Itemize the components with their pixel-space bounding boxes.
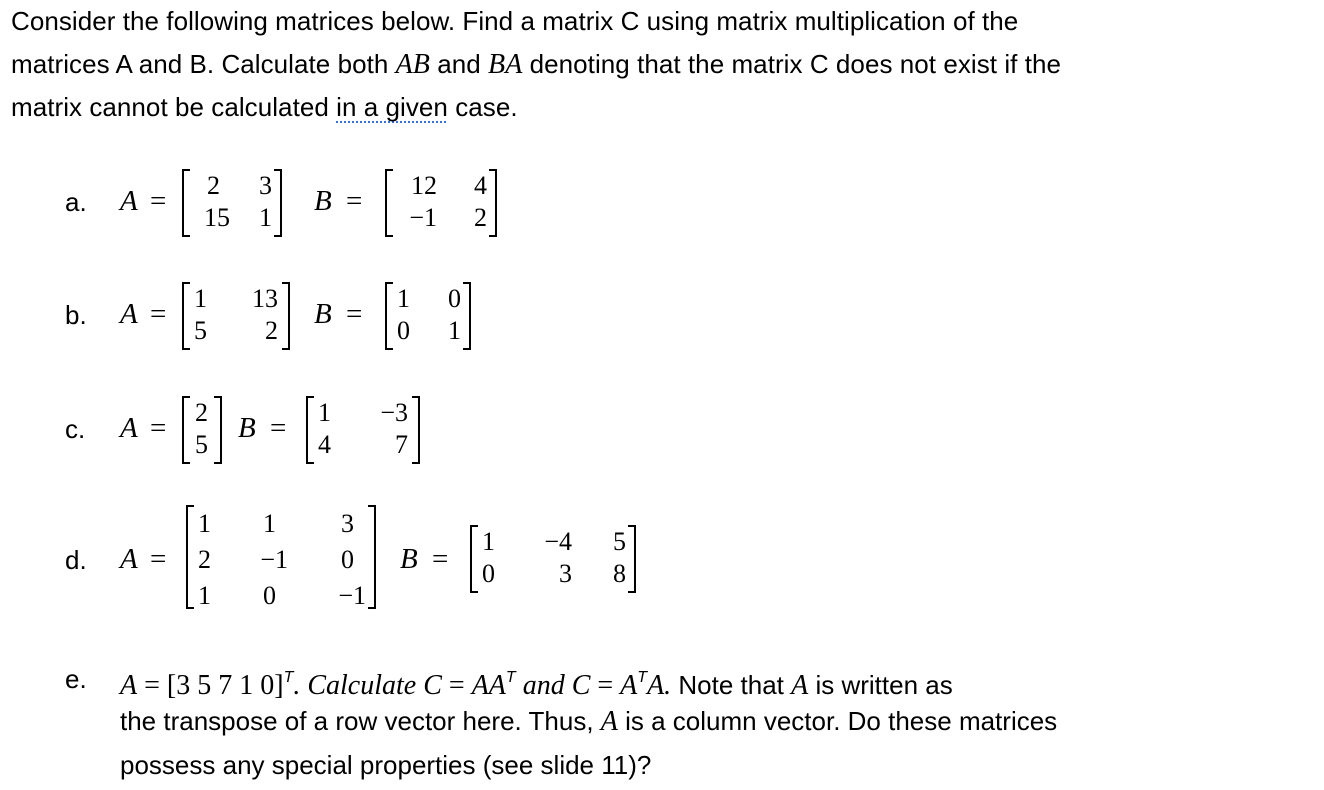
line-2-text-b: is a column vector. Do these matrices	[617, 706, 1058, 736]
matrix-b	[306, 396, 420, 464]
matrix-cell: 2	[265, 316, 278, 345]
matrix-cell: 13	[252, 284, 278, 313]
matrix-b-label: B	[314, 298, 332, 330]
note-text-rest: is written as	[808, 670, 953, 700]
transpose-superscript: T	[283, 669, 294, 686]
item-e-line-3	[120, 744, 651, 787]
matrix-cell: 4	[318, 430, 331, 459]
line-3-text: possess any special properties (see slide 11)?	[120, 750, 652, 780]
left-bracket	[385, 169, 393, 237]
row-vector: = [3 5 7 1 0]	[137, 670, 284, 701]
matrix-cell: 8	[613, 559, 626, 588]
matrix-b-label: B	[314, 185, 332, 217]
item-marker: b.	[65, 300, 87, 330]
right-bracket	[463, 282, 471, 350]
calc-text: . Calculate C	[293, 670, 442, 701]
matrix-cell: 5	[194, 316, 207, 345]
matrix-cell: 2	[474, 203, 487, 232]
right-bracket	[412, 396, 420, 464]
left-bracket	[182, 169, 190, 237]
matrix-a-label: A	[600, 706, 618, 737]
equals-sign: =	[150, 298, 167, 330]
product-aat: AA	[471, 670, 506, 701]
right-bracket	[368, 505, 376, 609]
matrix-cell: 1	[397, 284, 410, 313]
line-2-text-a: the transpose of a row vector here. Thus,	[120, 706, 601, 736]
matrix-cell: −1	[338, 581, 366, 610]
item-marker: a.	[65, 187, 87, 217]
intro-paragraph	[11, 0, 1311, 129]
matrix-cell: 0	[397, 316, 410, 345]
equals-sign: =	[346, 185, 363, 217]
matrix-a	[182, 396, 222, 464]
intro-line-1	[11, 0, 1311, 43]
matrix-cell: 1	[482, 527, 495, 556]
equals-sign: =	[590, 670, 621, 701]
matrix-cell: 1	[194, 284, 207, 313]
left-bracket	[186, 505, 194, 609]
grammar-flagged-text[interactable]: in a given	[336, 92, 448, 122]
matrix-a-label: A	[120, 185, 138, 217]
note-text: Note that	[671, 670, 792, 700]
matrix-a-label: A	[120, 670, 138, 701]
equals-sign: =	[441, 670, 472, 701]
matrix-a	[182, 169, 282, 237]
matrix-cell: 1	[198, 509, 211, 538]
matrix-cell: 1	[198, 581, 211, 610]
matrix-a-label: A	[620, 670, 638, 701]
matrix-a	[186, 505, 376, 609]
intro-text-3a: matrix cannot be calculated	[11, 92, 337, 122]
intro-text-3b: case.	[447, 92, 518, 122]
right-bracket	[282, 282, 290, 350]
matrix-b	[385, 282, 471, 350]
matrix-cell: 3	[341, 509, 354, 538]
matrix-cell: −4	[544, 527, 572, 556]
matrix-cell: 1	[318, 398, 331, 427]
matrix-cell: 3	[559, 559, 572, 588]
left-bracket	[306, 396, 314, 464]
right-bracket	[628, 525, 636, 593]
matrix-a-label: A.	[647, 670, 672, 701]
matrix-a-label: A	[120, 298, 138, 330]
item-e-line-2	[120, 700, 1057, 743]
intro-line-3	[11, 86, 1311, 129]
matrix-cell: 0	[482, 559, 495, 588]
intro-text-2c: denoting that the matrix C does not exist if the	[522, 49, 1061, 79]
matrix-b-label: B	[400, 543, 418, 575]
equals-sign: =	[150, 185, 167, 217]
matrix-cell: 0	[448, 284, 461, 313]
matrix-cell: −1	[409, 203, 437, 232]
matrix-cell: 0	[263, 581, 276, 610]
matrix-cell: −3	[380, 398, 408, 427]
matrix-cell: 3	[259, 171, 272, 200]
transpose-superscript: T	[637, 669, 648, 686]
matrix-b	[470, 525, 636, 593]
equals-sign: =	[432, 543, 449, 575]
intro-text-1: Consider the following matrices below. Find a matrix C using matrix multiplication of the	[11, 6, 1019, 36]
right-bracket	[489, 169, 497, 237]
matrix-b	[385, 169, 497, 237]
matrix-cell: 12	[411, 171, 437, 200]
matrix-cell: 15	[204, 203, 230, 232]
problem-item-e	[0, 656, 1324, 786]
transpose-superscript: T	[505, 669, 516, 686]
matrix-cell: 5	[195, 430, 208, 459]
equals-sign: =	[270, 412, 287, 444]
equals-sign: =	[346, 298, 363, 330]
matrix-b-label: B	[238, 412, 256, 444]
matrix-a-label: A	[120, 412, 138, 444]
left-bracket	[470, 525, 478, 593]
matrix-cell: 4	[474, 171, 487, 200]
intro-line-2	[11, 43, 1311, 86]
matrix-cell: 2	[207, 171, 220, 200]
item-marker: c.	[65, 414, 86, 444]
matrix-cell: 1	[263, 509, 276, 538]
intro-text-2a: matrices A and B. Calculate both	[11, 49, 396, 79]
matrix-cell: 5	[613, 527, 626, 556]
left-bracket	[182, 396, 190, 464]
matrix-cell: 7	[395, 430, 408, 459]
ba-product-label: BA	[488, 49, 523, 80]
matrix-cell: 2	[195, 398, 208, 427]
matrix-cell: 1	[448, 316, 461, 345]
matrix-a-label: A	[120, 543, 138, 575]
equals-sign: =	[150, 543, 167, 575]
item-marker: e.	[65, 664, 87, 694]
intro-text-2b: and	[429, 49, 489, 79]
item-marker: d.	[65, 545, 87, 575]
left-bracket	[182, 282, 190, 350]
matrix-a-label: A	[791, 670, 809, 701]
right-bracket	[274, 169, 282, 237]
and-c-text: and C	[515, 670, 591, 701]
matrix-cell: 1	[259, 203, 272, 232]
matrix-cell: 0	[341, 545, 354, 574]
matrix-cell: −1	[260, 545, 288, 574]
left-bracket	[385, 282, 393, 350]
matrix-cell: 2	[198, 545, 211, 574]
ab-product-label: AB	[395, 49, 430, 80]
right-bracket	[214, 396, 222, 464]
equals-sign: =	[150, 412, 167, 444]
matrix-a	[182, 282, 290, 350]
